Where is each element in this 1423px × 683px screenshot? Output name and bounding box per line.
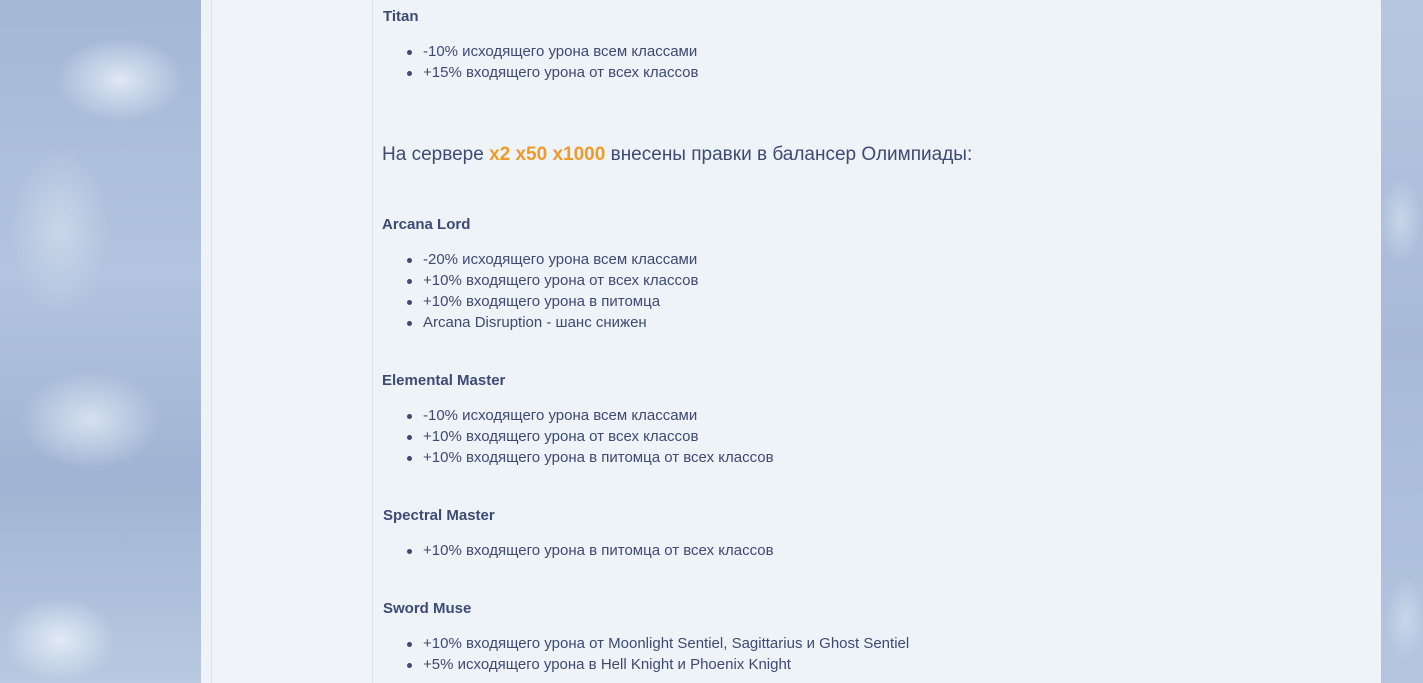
announcement-prefix: На сервере (382, 144, 484, 165)
list-item: -10% исходящего урона всем классами (423, 405, 774, 426)
list-item: +5% исходящего урона в Hell Knight и Phoenix Knight (423, 654, 909, 675)
list-item: +10% входящего урона в питомца от всех классов (423, 449, 774, 466)
effects-list-sword-muse (383, 633, 909, 675)
list-item: +10% входящего урона от всех классов (423, 426, 774, 447)
list-item: +10% входящего урона от Moonlight Sentiel, Sagittarius и Ghost Sentiel (423, 635, 910, 652)
background-art-right (1381, 0, 1423, 683)
list-item: -10% исходящего урона всем классами (423, 43, 698, 60)
class-title-elemental-master: Elemental Master (382, 372, 506, 389)
list-item: +10% входящего урона в питомца (423, 291, 698, 312)
server-rates-highlight: x2 x50 x1000 (489, 144, 606, 165)
balance-announcement (382, 144, 972, 166)
background-art-left (0, 0, 201, 683)
list-item: +10% входящего урона в питомца от всех классов (423, 542, 774, 559)
effects-list-titan (383, 41, 698, 83)
list-item: +10% входящего урона от всех классов (423, 272, 699, 289)
effects-list-arcana-lord (383, 249, 698, 333)
list-item: -20% исходящего урона всем классами (423, 251, 698, 268)
class-title-sword-muse: Sword Muse (383, 600, 472, 617)
left-sidebar-column (211, 0, 373, 683)
list-item: Arcana Disruption - шанс снижен (423, 312, 698, 333)
effects-list-elemental-master (383, 405, 774, 468)
page-container (201, 0, 1381, 683)
class-title-arcana-lord: Arcana Lord (382, 216, 471, 233)
class-title-spectral-master: Spectral Master (383, 507, 495, 524)
class-title-titan: Titan (383, 8, 419, 25)
list-item: +15% входящего урона от всех классов (423, 64, 699, 81)
effects-list-spectral-master (383, 540, 774, 561)
announcement-suffix: внесены правки в балансер Олимпиады: (610, 144, 973, 165)
